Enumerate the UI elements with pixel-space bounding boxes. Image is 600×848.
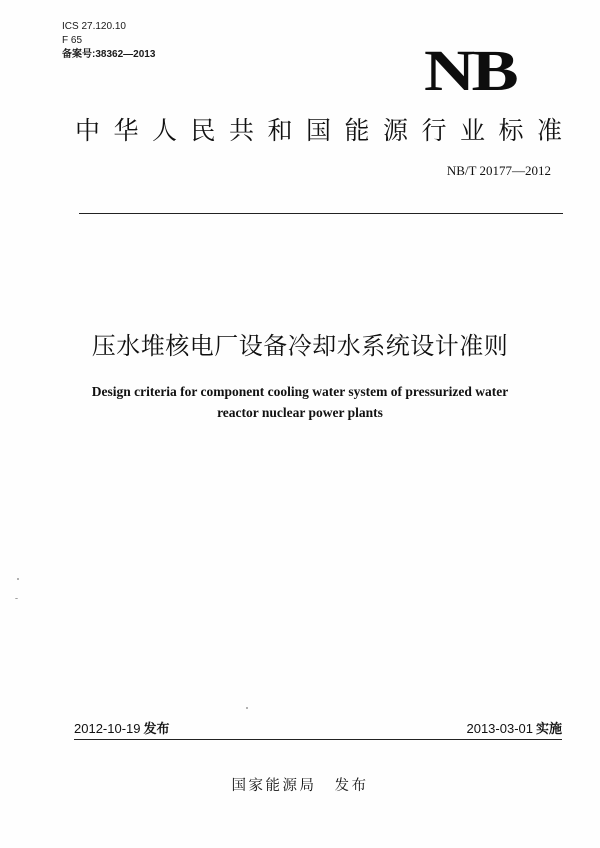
document-title-en-line2: reactor nuclear power plants: [217, 405, 383, 420]
header-title: 中华人民共和国能源行业标准: [75, 116, 576, 145]
nb-logo: NB: [424, 38, 515, 103]
filing-record: [62, 48, 155, 62]
document-title-cn: 压水堆核电厂设备冷却水系统设计准则: [91, 332, 509, 360]
implementation-date-line: [466, 721, 562, 738]
document-title-en-line1: Design criteria for component cooling water system of pressurized water: [91, 384, 509, 399]
implementation-date: 2013-03-01: [466, 721, 533, 736]
issuer-name: 国家能源局: [231, 778, 317, 794]
filing-label: 备案号:: [62, 49, 96, 60]
issuer-action: 发布: [334, 778, 369, 794]
ccs-code: F 65: [62, 35, 83, 46]
scan-speck: [246, 707, 248, 709]
scan-speck: [15, 598, 18, 599]
scan-speck: [17, 578, 19, 580]
release-label: 发布: [143, 722, 170, 737]
header-divider: [79, 213, 563, 214]
release-date: 2012-10-19: [74, 721, 141, 736]
release-date-line: [74, 721, 170, 738]
ics-code: ICS 27.120.10: [62, 21, 126, 32]
issuer-line: [0, 776, 600, 796]
document-title-en: [0, 381, 600, 423]
footer-divider: [74, 739, 562, 740]
implementation-label: 实施: [535, 722, 562, 737]
classification-block: [62, 20, 155, 62]
filing-number: 38362—2013: [95, 49, 156, 60]
standard-code: NB/T 20177—2012: [446, 163, 551, 178]
